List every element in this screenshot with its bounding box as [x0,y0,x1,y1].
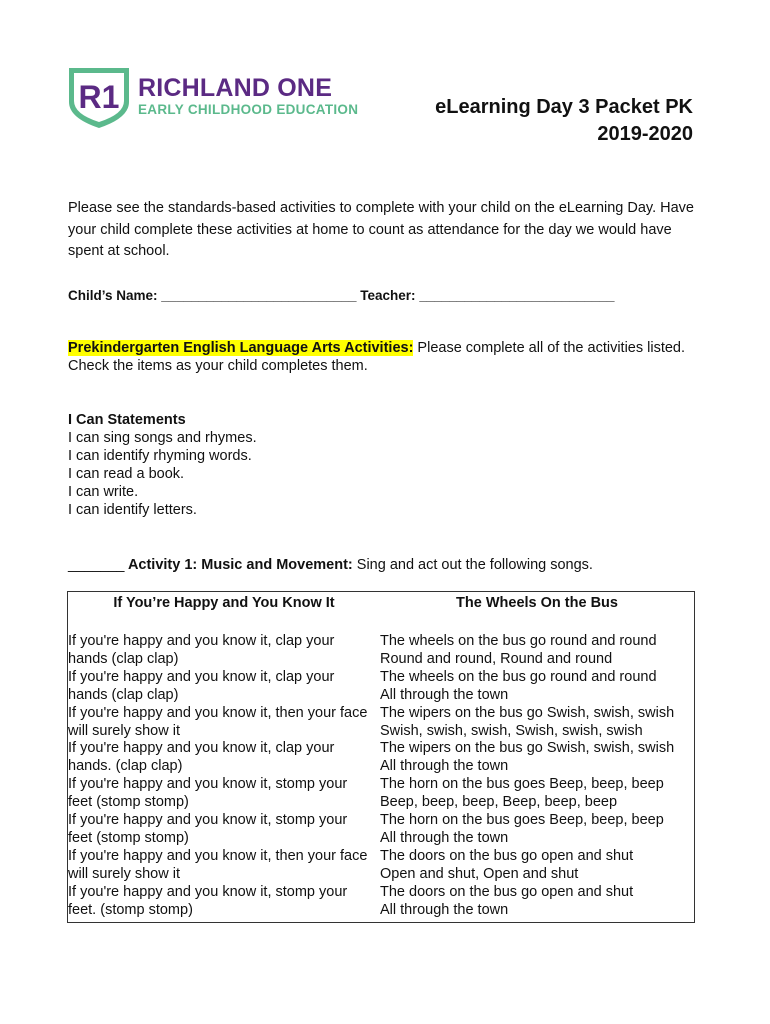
lyric-line: The wipers on the bus go Swish, swish, swish [380,740,675,757]
i-can-heading: I Can Statements [68,412,186,428]
shield-icon [67,66,133,130]
child-name-blank: __________________________ [161,288,357,303]
logo-mark: R1 [78,79,120,115]
activity-check-blank: _______ [68,557,125,573]
lyric-line: Open and shut, Open and shut [380,865,579,882]
lyric-line: Beep, beep, beep, Beep, beep, beep [380,794,618,811]
lyric-line: If you're happy and you know it, clap your [68,668,335,685]
teacher-label: Teacher: [360,288,416,303]
title-line-2: 2019-2020 [597,123,693,145]
lyric-line: feet (stomp stomp) [68,829,189,846]
lyric-line: Round and round, Round and round [380,650,613,667]
lyric-line: If you're happy and you know it, then your face [68,704,368,721]
intro-paragraph: Please see the standards-based activities to complete with your child on the eLearning Day. Have your child complete these activities at home to count as attendance for the day we would have spent at school. [68,200,694,259]
i-can-statements [68,411,257,519]
lyric-line: If you're happy and you know it, then your face [68,847,368,864]
lyric-line: hands. (clap clap) [68,758,183,775]
lyric-line: If you're happy and you know it, stomp your [68,883,348,900]
ela-heading: Prekindergarten English Language Arts Activities: [68,340,414,356]
lyric-line: The wheels on the bus go round and round [380,668,657,685]
title-line-1: eLearning Day 3 Packet PK [435,96,693,118]
lyric-line: The wipers on the bus go Swish, swish, swish [380,704,675,721]
activity-1 [68,557,593,573]
brand-subtitle: EARLY CHILDHOOD EDUCATION [138,102,359,117]
lyric-line: If you're happy and you know it, stomp your [68,812,348,829]
lyric-line: All through the town [380,901,509,918]
lyric-line: If you're happy and you know it, clap your [68,633,335,649]
songs-table [67,591,695,923]
lyric-line: All through the town [380,758,509,775]
i-can-item: I can identify letters. [68,502,197,518]
lyric-line: Swish, swish, swish, Swish, swish, swish [380,722,643,739]
lyric-line: hands (clap clap) [68,650,179,667]
document-title [435,94,693,148]
child-name-label: Child’s Name: [68,288,158,303]
lyric-line: will surely show it [68,722,180,739]
wheels-lyrics [380,633,695,922]
brand-name: RICHLAND ONE [138,74,333,102]
song-title-wheels: The Wheels On the Bus [456,595,618,611]
lyric-line: The doors on the bus go open and shut [380,847,634,864]
richland-one-logo [67,66,377,130]
lyric-line: will surely show it [68,865,180,882]
i-can-item: I can identify rhyming words. [68,448,252,464]
lyric-line: If you're happy and you know it, stomp your [68,776,348,793]
happy-lyrics [68,633,381,922]
activity-label: Activity 1: Music and Movement: [124,557,353,573]
lyric-line: If you're happy and you know it, clap your [68,740,335,757]
song-title-happy: If You’re Happy and You Know It [113,595,335,611]
ela-instructions [68,339,708,375]
activity-text: Sing and act out the following songs. [352,557,593,573]
i-can-item: I can write. [68,484,139,500]
lyric-line: feet (stomp stomp) [68,794,189,811]
i-can-item: I can read a book. [68,466,185,482]
lyric-line: The horn on the bus goes Beep, beep, beep [380,776,664,793]
lyric-line: hands (clap clap) [68,686,179,703]
teacher-blank: __________________________ [419,288,615,303]
lyric-line: All through the town [380,829,509,846]
i-can-item: I can sing songs and rhymes. [68,430,257,446]
lyric-line: The horn on the bus goes Beep, beep, beep [380,812,664,829]
lyric-line: The wheels on the bus go round and round [380,633,657,649]
ela-text: Please complete all of the activities listed. Check the items as your child completes them. [68,340,686,374]
name-fields [68,288,615,303]
lyric-line: feet. (stomp stomp) [68,901,193,918]
lyric-line: The doors on the bus go open and shut [380,883,634,900]
lyric-line: All through the town [380,686,509,703]
